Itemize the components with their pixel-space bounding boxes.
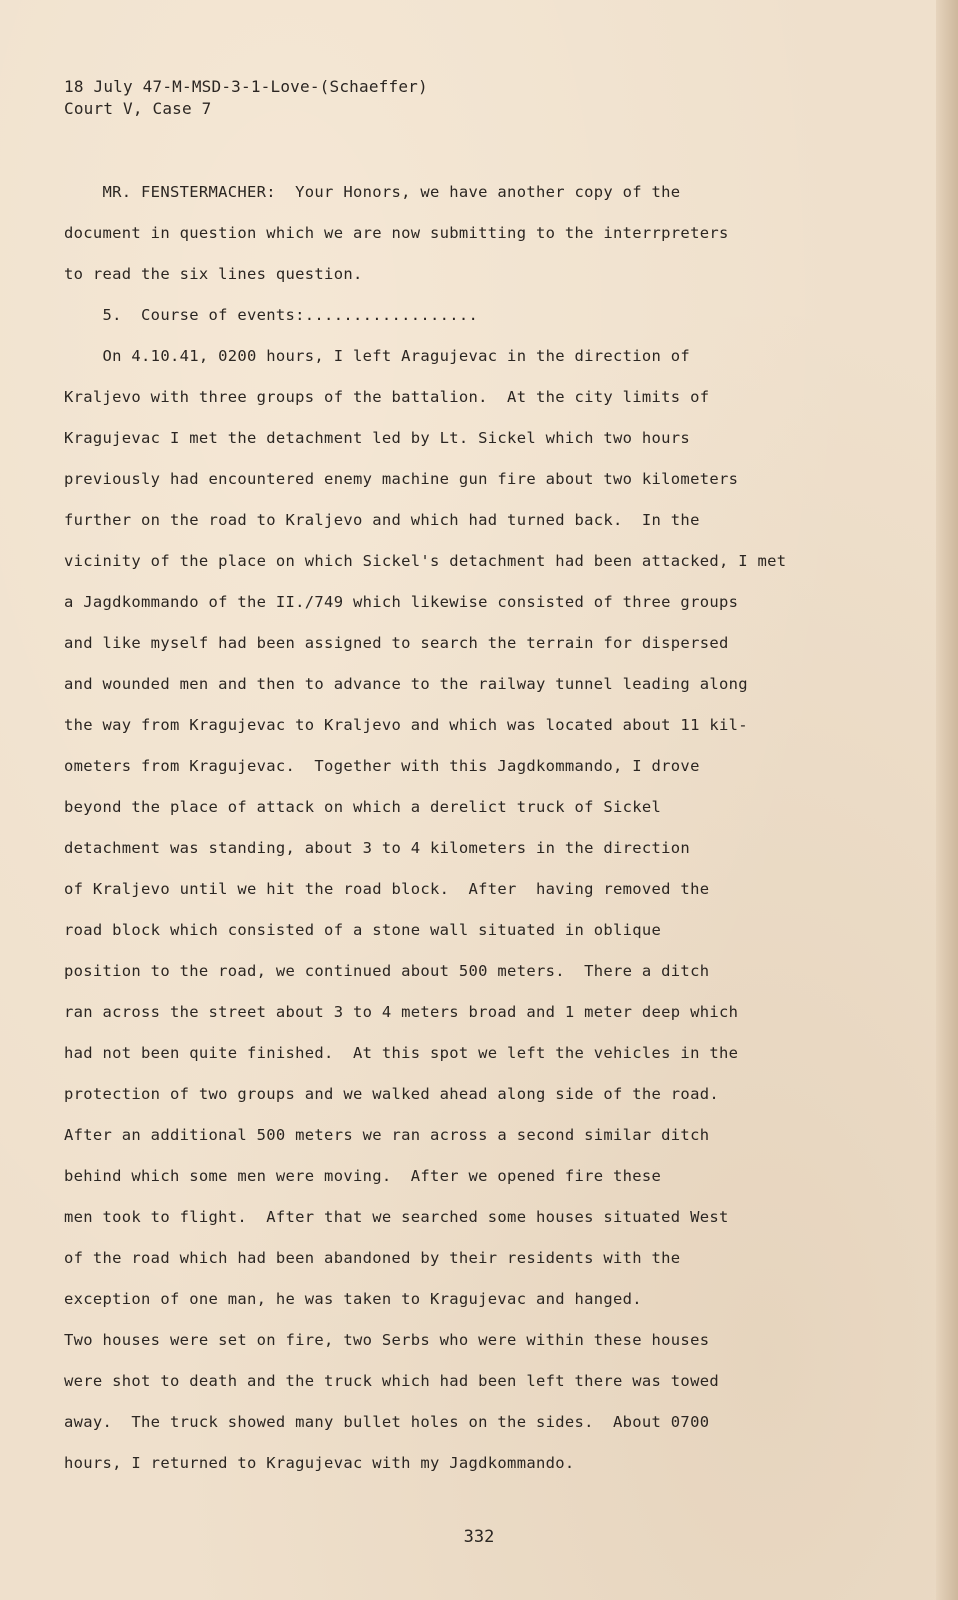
page-edge-shadow [936,0,958,1600]
text-line: beyond the place of attack on which a derelict truck of Sickel [64,798,662,816]
header-transcript-id: 18 July 47-M-MSD-3-1-Love-(Schaeffer) [64,77,428,96]
text-line: men took to flight. After that we searched some houses situated West [64,1208,729,1226]
text-line: the way from Kragujevac to Kraljevo and which was located about 11 kil- [64,716,748,734]
text-line: of the road which had been abandoned by their residents with the [64,1249,681,1267]
text-line: and like myself had been assigned to search the terrain for dispersed [64,634,729,652]
text-line: protection of two groups and we walked ahead along side of the road. [64,1085,719,1103]
text-line: Two houses were set on fire, two Serbs who were within these houses [64,1331,710,1349]
text-line: previously had encountered enemy machine gun fire about two kilometers [64,470,739,488]
text-line: of Kraljevo until we hit the road block. After having removed the [64,880,710,898]
text-line: had not been quite finished. At this spot we left the vehicles in the [64,1044,739,1062]
text-line: Kragujevac I met the detachment led by Lt. Sickel which two hours [64,429,691,447]
text-line: detachment was standing, about 3 to 4 kilometers in the direction [64,839,691,857]
text-line: road block which consisted of a stone wall situated in oblique [64,921,662,939]
text-line: ran across the street about 3 to 4 meters broad and 1 meter deep which [64,1003,739,1021]
text-line: vicinity of the place on which Sickel's detachment had been attacked, I met [64,552,787,570]
text-line: and wounded men and then to advance to the railway tunnel leading along [64,675,748,693]
text-line: to read the six lines question. [64,265,363,283]
text-line: After an additional 500 meters we ran across a second similar ditch [64,1126,710,1144]
document-header [64,76,428,120]
text-line: document in question which we are now submitting to the interrpreters [64,224,729,242]
text-line: On 4.10.41, 0200 hours, I left Aragujevac in the direction of [64,347,691,365]
text-line: MR. FENSTERMACHER: Your Honors, we have another copy of the [64,183,681,201]
text-line: Kraljevo with three groups of the battalion. At the city limits of [64,388,710,406]
text-line: were shot to death and the truck which had been left there was towed [64,1372,719,1390]
text-line: away. The truck showed many bullet holes on the sides. About 0700 [64,1413,710,1431]
text-line: 5. Course of events:.................. [64,306,479,324]
text-line: position to the road, we continued about 500 meters. There a ditch [64,962,710,980]
text-line: exception of one man, he was taken to Kragujevac and hanged. [64,1290,642,1308]
page-number: 332 [463,1527,495,1547]
text-line: ometers from Kragujevac. Together with this Jagdkommando, I drove [64,757,700,775]
text-line: hours, I returned to Kragujevac with my Jagdkommando. [64,1454,575,1472]
text-line: behind which some men were moving. After we opened fire these [64,1167,662,1185]
text-line: a Jagdkommando of the II./749 which likewise consisted of three groups [64,593,739,611]
text-line: further on the road to Kraljevo and which had turned back. In the [64,511,700,529]
header-court-case: Court V, Case 7 [64,99,212,118]
